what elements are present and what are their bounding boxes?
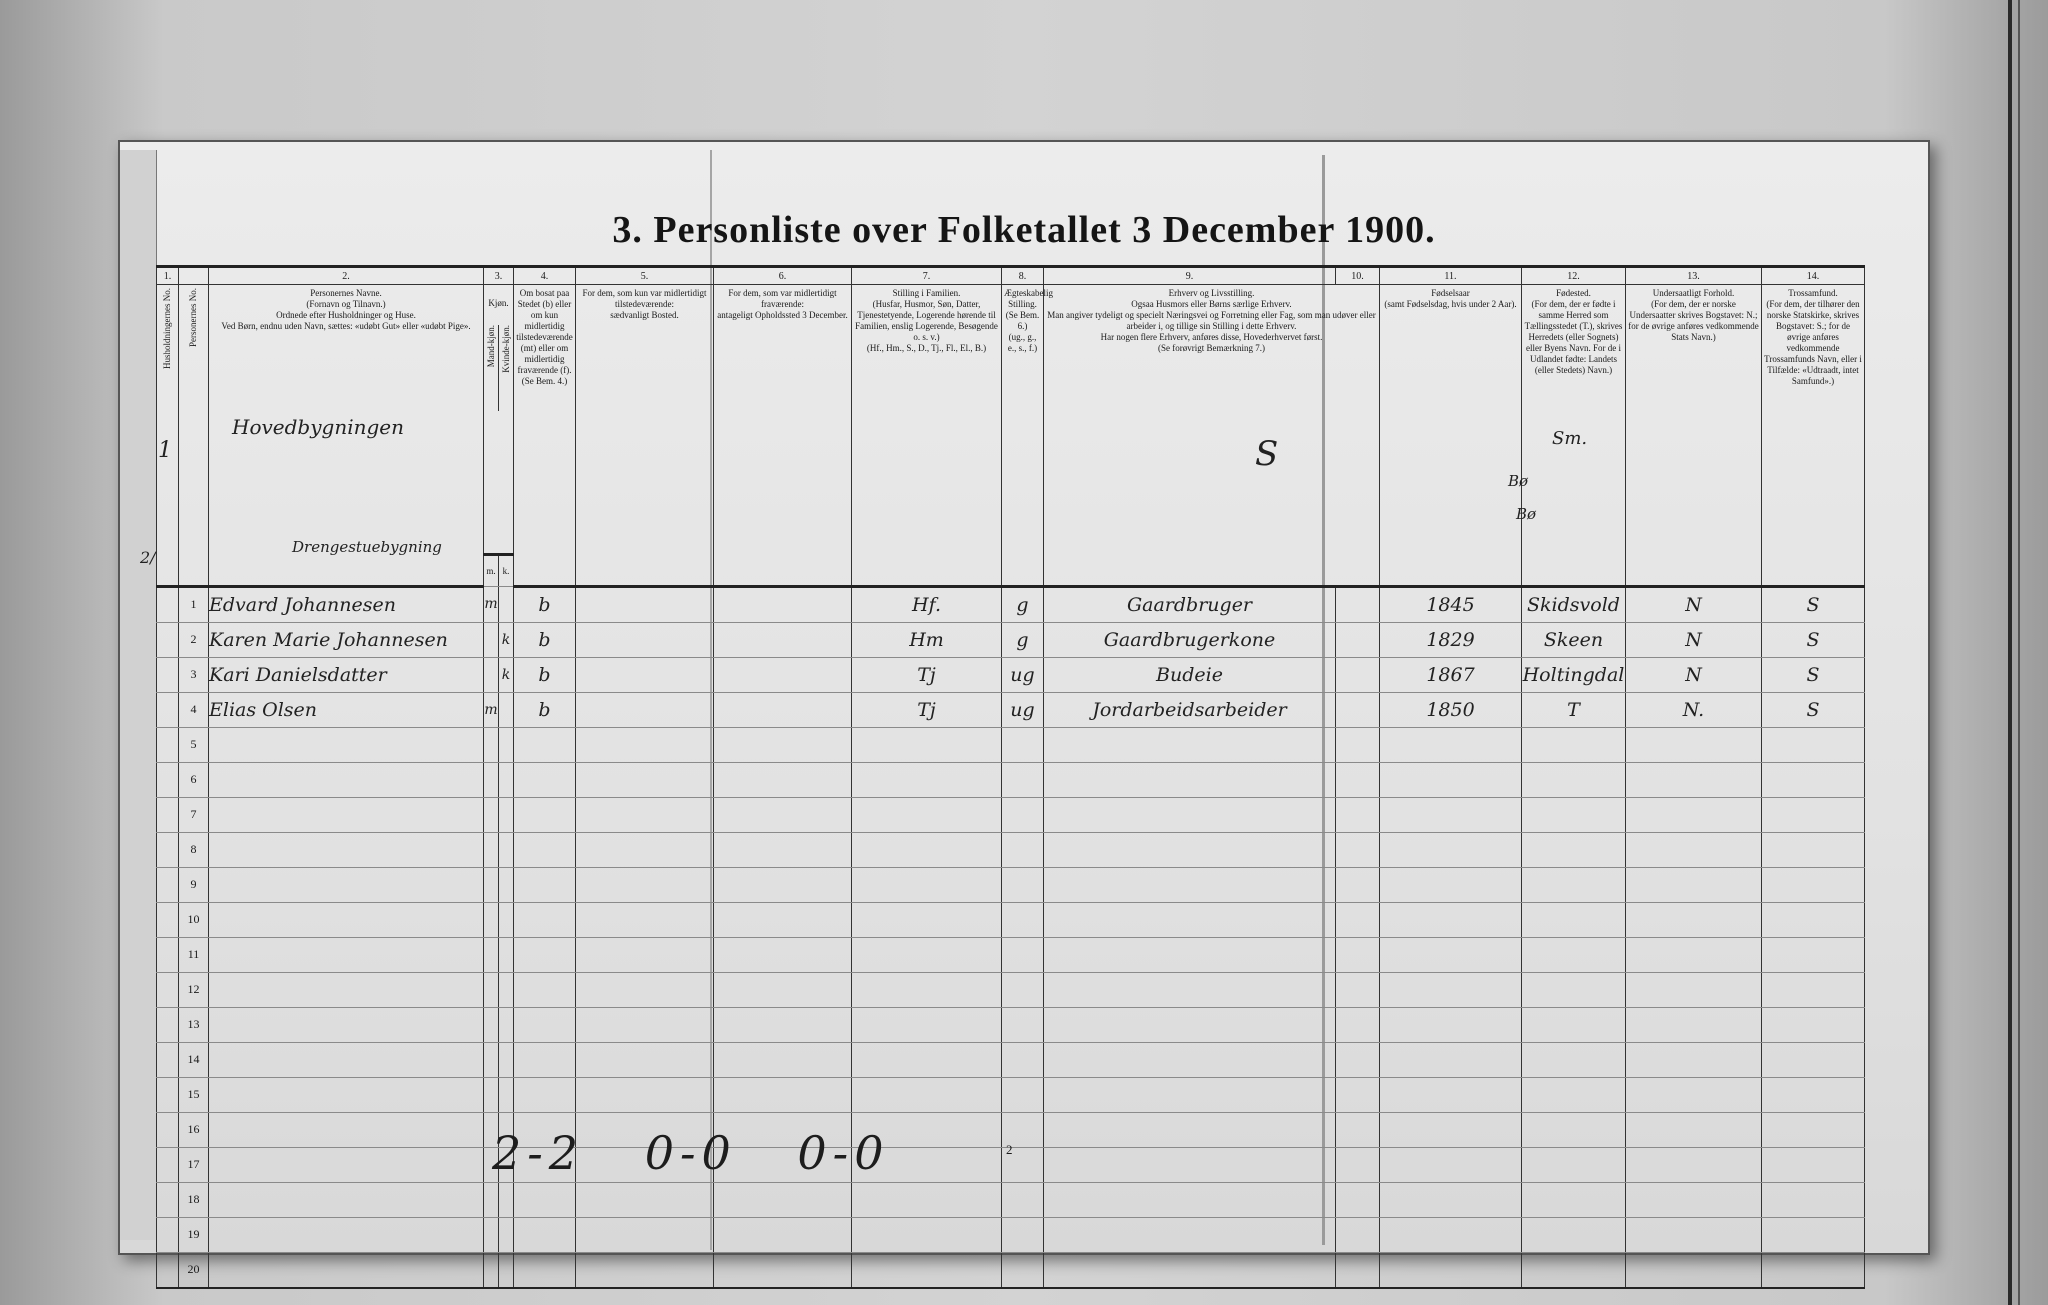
person-no-cell: 8	[179, 832, 209, 867]
birthplace-cell: Skidsvold	[1522, 586, 1626, 622]
name-cell: Elias Olsen	[209, 692, 484, 727]
person-no-cell: 6	[179, 762, 209, 797]
column-number: 9.	[1044, 267, 1336, 285]
occupation-cell: Gaardbrugerkone	[1044, 622, 1336, 657]
column-number: 3.	[484, 267, 514, 285]
table-row	[157, 692, 1865, 727]
header-marital-status: Ægteskabelig Stilling. (Se Bem. 6.) (ug., g., e., s., f.)	[1002, 285, 1044, 587]
header-birthplace: Fødested. (For dem, der er fødte i samme Herred som Tællingsstedet (T.), skrives Herredets (eller Sognets) eller Byens Navn. For de i Udlandet fødte: Landets (eller Stedets) Navn.)	[1522, 285, 1626, 587]
residence-cell: b	[514, 692, 576, 727]
person-no-cell: 15	[179, 1077, 209, 1112]
occupation-cell: Gaardbruger	[1044, 586, 1336, 622]
header-residence: Om bosat paa Stedet (b) eller om kun midlertidig tilstedeværende (mt) eller om midlertidig fraværende (f). (Se Bem. 4.)	[514, 285, 576, 587]
column-number: 13.	[1626, 267, 1762, 285]
sex-k-cell	[499, 586, 514, 622]
birth-year-cell: 1867	[1380, 657, 1522, 692]
marital-cell: ug	[1002, 692, 1044, 727]
column-number: 12.	[1522, 267, 1626, 285]
column-number: 10.	[1336, 267, 1380, 285]
household-margin-number: 2/	[140, 548, 156, 567]
column-number: 11.	[1380, 267, 1522, 285]
family-position-cell: Tj	[852, 692, 1002, 727]
table-row	[157, 727, 1865, 762]
sex-m-abbr: m.	[484, 555, 499, 586]
scan-edge-stripe	[2018, 0, 2020, 1305]
birthplace-cell: Skeen	[1522, 622, 1626, 657]
page-number: 2	[1006, 1142, 1013, 1157]
table-row	[157, 797, 1865, 832]
header-family-position: Stilling i Familien. (Husfar, Husmor, Søn, Datter, Tjenestetyende, Logerende hørende til Familien, enslig Logerende, Besøgende o. s. v.) (Hf., Hm., S., D., Tj., Fl., El., B.)	[852, 285, 1002, 587]
table-row	[157, 657, 1865, 692]
page-title: 3. Personliste over Folketallet 3 December 1900.	[612, 209, 1436, 251]
column-number-row	[157, 267, 1865, 285]
birth-year-cell: 1850	[1380, 692, 1522, 727]
person-no-cell: 19	[179, 1217, 209, 1252]
person-no-cell: 7	[179, 797, 209, 832]
header-occupation: Erhverv og Livsstilling. Ogsaa Husmors eller Børns særlige Erhverv. Man angiver tydeligt og specielt Næringsvei og Forretning eller Fag, som man udøver eller arbeider i, og tillige sin Stilling i dette Erhverv. Har nogen flere Erhverv, anføres disse, Hovederhvervet først. (Se forøvrigt Bemærkning 7.)	[1044, 285, 1380, 587]
table-row	[157, 972, 1865, 1007]
census-table	[156, 265, 1865, 1289]
residence-cell: b	[514, 622, 576, 657]
person-no-cell: 9	[179, 867, 209, 902]
birthplace-note: Bø	[1516, 505, 1537, 523]
person-no-cell: 3	[179, 657, 209, 692]
nationality-cell: N	[1626, 586, 1762, 622]
religion-cell: S	[1762, 586, 1865, 622]
person-no-cell: 17	[179, 1147, 209, 1182]
sex-m-cell: m	[484, 692, 499, 727]
column-number: 8.	[1002, 267, 1044, 285]
column-number: 4.	[514, 267, 576, 285]
marital-cell: g	[1002, 586, 1044, 622]
table-row	[157, 622, 1865, 657]
header-temporary-stay: For dem, som var midlertidigt fraværende: antageligt Opholdssted 3 December.	[714, 285, 852, 587]
person-no-cell: 1	[179, 586, 209, 622]
person-no-cell: 14	[179, 1042, 209, 1077]
sex-m-cell: m	[484, 586, 499, 622]
residence-cell: b	[514, 657, 576, 692]
person-no-cell: 11	[179, 937, 209, 972]
nationality-cell: N	[1626, 657, 1762, 692]
column-number: 1.	[157, 267, 179, 285]
person-no-cell: 18	[179, 1182, 209, 1217]
column-number: 14.	[1762, 267, 1865, 285]
table-row	[157, 867, 1865, 902]
household-margin-number: 1	[158, 438, 172, 463]
header-person-no: Personernes No.	[179, 285, 209, 587]
birthplace-note: Bø	[1508, 472, 1529, 490]
occupation-margin-mark: S	[1255, 434, 1279, 474]
header-sex: Kjøn. Mand-kjøn. Kvinde-kjøn.	[484, 285, 514, 555]
header-usual-residence: For dem, som kun var midlertidigt tilstedeværende: sædvanligt Bosted.	[576, 285, 714, 587]
table-row	[157, 1042, 1865, 1077]
family-position-cell: Hf.	[852, 586, 1002, 622]
occupation-cell: Budeie	[1044, 657, 1336, 692]
sex-k-cell	[499, 692, 514, 727]
marital-cell: g	[1002, 622, 1044, 657]
nationality-cell: N	[1626, 622, 1762, 657]
religion-cell: S	[1762, 692, 1865, 727]
name-cell: Kari Danielsdatter	[209, 657, 484, 692]
person-no-cell: 16	[179, 1112, 209, 1147]
sex-k-cell: k	[499, 622, 514, 657]
column-number: 7.	[852, 267, 1002, 285]
column-number: 5.	[576, 267, 714, 285]
sex-m-cell	[484, 657, 499, 692]
totals-handwritten: 2-2 0-0 0-0	[492, 1126, 890, 1180]
scan-edge-stripe	[2008, 0, 2012, 1305]
birth-year-cell: 1845	[1380, 586, 1522, 622]
religion-cell: S	[1762, 622, 1865, 657]
building-label-main: Hovedbygningen	[232, 415, 405, 439]
table-row	[157, 1252, 1865, 1288]
person-no-cell: 2	[179, 622, 209, 657]
table-row	[157, 586, 1865, 622]
person-no-cell: 5	[179, 727, 209, 762]
table-row	[157, 1182, 1865, 1217]
birth-year-cell: 1829	[1380, 622, 1522, 657]
header-religion: Trossamfund. (For dem, der tilhører den norske Statskirke, skrives Bogstavet: S.; for de øvrige anføres vedkommende Trossamfunds Navn, eller i Tilfælde: «Udtraadt, intet Samfund».)	[1762, 285, 1865, 587]
occupation-cell: Jordarbeidsarbeider	[1044, 692, 1336, 727]
birthplace-cell: Holtingdal	[1522, 657, 1626, 692]
name-cell: Karen Marie Johannesen	[209, 622, 484, 657]
table-row	[157, 1077, 1865, 1112]
birthplace-note: Sm.	[1552, 428, 1588, 449]
family-position-cell: Hm	[852, 622, 1002, 657]
residence-cell: b	[514, 586, 576, 622]
nationality-cell: N.	[1626, 692, 1762, 727]
column-header-row	[157, 285, 1865, 555]
marital-cell: ug	[1002, 657, 1044, 692]
header-nationality: Undersaatligt Forhold. (For dem, der er norske Undersaatter skrives Bogstavet: N.; for de øvrige anføres vedkommende Stats Navn.)	[1626, 285, 1762, 587]
table-row	[157, 937, 1865, 972]
table-row	[157, 1007, 1865, 1042]
family-position-cell: Tj	[852, 657, 1002, 692]
table-row	[157, 902, 1865, 937]
sex-k-cell: k	[499, 657, 514, 692]
sex-k-abbr: k.	[499, 555, 514, 586]
table-row	[157, 762, 1865, 797]
person-no-cell: 12	[179, 972, 209, 1007]
header-names: Personernes Navne. (Fornavn og Tilnavn.) Ordnede efter Husholdninger og Huse. Ved Børn, endnu uden Navn, sættes: «udøbt Gut» eller «udøbt Pige».	[209, 285, 484, 587]
name-cell: Edvard Johannesen	[209, 586, 484, 622]
building-label-secondary: Drengestuebygning	[292, 538, 442, 556]
header-household-no: Husholdningernes No.	[157, 285, 179, 587]
religion-cell: S	[1762, 657, 1865, 692]
table-row	[157, 1217, 1865, 1252]
column-number	[179, 267, 209, 285]
column-number: 2.	[209, 267, 484, 285]
person-no-cell: 13	[179, 1007, 209, 1042]
header-birth-year: Fødselsaar (samt Fødselsdag, hvis under 2 Aar).	[1380, 285, 1522, 587]
person-no-cell: 10	[179, 902, 209, 937]
person-no-cell: 20	[179, 1252, 209, 1288]
household-no-cell	[157, 586, 179, 622]
column-number: 6.	[714, 267, 852, 285]
sex-m-cell	[484, 622, 499, 657]
sheet-left-margin	[120, 150, 157, 1240]
table-row	[157, 832, 1865, 867]
person-no-cell: 4	[179, 692, 209, 727]
birthplace-cell: T	[1522, 692, 1626, 727]
